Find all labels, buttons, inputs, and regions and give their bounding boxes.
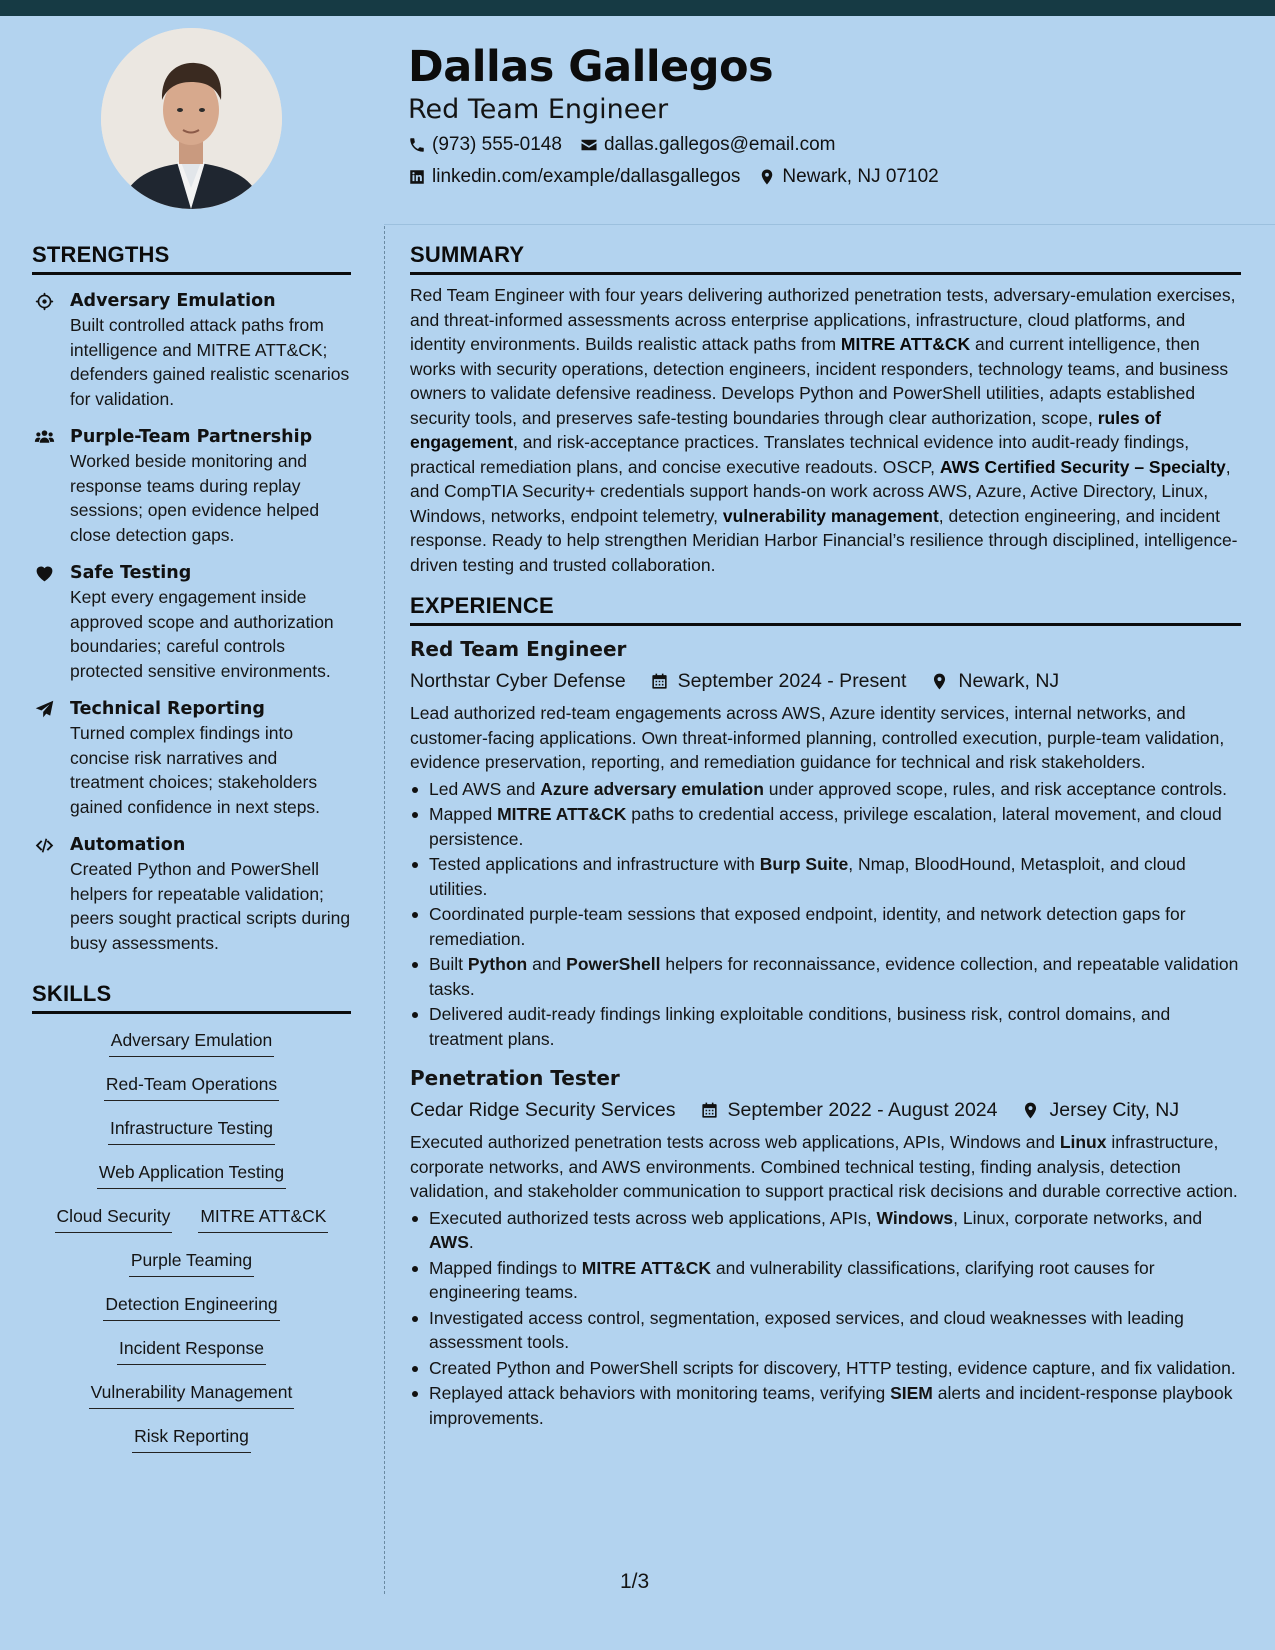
linkedin-text: linkedin.com/example/dallasgallegos xyxy=(432,166,741,187)
skill-tag: Purple Teaming xyxy=(129,1250,254,1277)
job-description xyxy=(410,701,1241,775)
strength-title: Automation xyxy=(70,835,186,855)
email-contact[interactable] xyxy=(580,134,836,156)
candidate-name: Dallas Gallegos xyxy=(408,42,774,92)
email-text: dallas.gallegos@email.com xyxy=(603,134,836,155)
strength-item xyxy=(32,561,351,683)
header-divider xyxy=(384,224,1275,225)
job-location: Jersey City, NJ xyxy=(1049,1099,1180,1121)
phone-icon xyxy=(408,136,426,154)
strength-title: Purple-Team Partnership xyxy=(70,427,313,447)
heart-icon xyxy=(34,563,55,584)
skills-heading: SKILLS xyxy=(32,981,351,1014)
top-accent-bar xyxy=(0,0,1275,16)
job-bullets xyxy=(410,777,1241,1052)
bullet-item xyxy=(410,952,1241,1001)
skills-section xyxy=(32,981,351,1453)
text-run: , Nmap, BloodHound, Metasploit, and cloud utilities. xyxy=(429,854,1186,899)
strength-desc: Created Python and PowerShell helpers for repeatable validation; peers sought practical scripts during busy assessments. xyxy=(70,859,351,953)
strength-desc: Built controlled attack paths from intelligence and MITRE ATT&CK; defenders gained realistic scenarios for validation. xyxy=(70,315,350,409)
text-run: paths to credential access, privilege escalation, lateral movement, and cloud persistence. xyxy=(429,804,1222,849)
text-run: Mapped xyxy=(429,804,498,824)
bold-text: rules of engagement xyxy=(410,407,1161,452)
text-run: Mapped findings to xyxy=(429,1257,582,1278)
left-column xyxy=(32,242,351,1453)
bold-text: Burp Suite xyxy=(759,854,849,874)
bold-text: AWS xyxy=(429,1232,469,1252)
skill-tag: Infrastructure Testing xyxy=(108,1118,275,1145)
skill-tag: Adversary Emulation xyxy=(109,1030,274,1057)
strengths-heading: STRENGTHS xyxy=(32,242,351,275)
summary-text xyxy=(410,283,1241,577)
bold-text: MITRE ATT&CK xyxy=(581,1257,712,1278)
job-meta xyxy=(410,667,1241,695)
linkedin-icon xyxy=(408,168,426,186)
portrait-image xyxy=(101,28,282,209)
job-description xyxy=(410,1130,1241,1204)
contact-row-1 xyxy=(408,134,836,156)
job-dates: September 2024 - Present xyxy=(677,670,907,692)
text-run: Executed authorized tests across web applications, APIs, xyxy=(429,1207,877,1228)
strength-title: Adversary Emulation xyxy=(70,291,276,311)
calendar-icon xyxy=(650,672,669,691)
bold-text: MITRE ATT&CK xyxy=(497,804,627,824)
text-run: Delivered audit-ready findings linking exploitable conditions, business risk, control domains, and treatment plans. xyxy=(429,1004,1171,1049)
skill-tag: Red-Team Operations xyxy=(104,1074,279,1101)
strength-item xyxy=(32,833,351,955)
candidate-title: Red Team Engineer xyxy=(408,94,669,125)
skill-tag: Incident Response xyxy=(117,1338,266,1365)
location-contact xyxy=(758,166,938,188)
text-run: , Linux, corporate networks, and xyxy=(953,1207,1203,1228)
skills-list xyxy=(32,1030,351,1453)
strength-item xyxy=(32,697,351,819)
crosshair-icon xyxy=(34,291,55,312)
skill-tag: Vulnerability Management xyxy=(89,1382,295,1409)
bold-text: Linux xyxy=(1059,1132,1107,1152)
text-run: . xyxy=(468,1232,474,1252)
text-run: helpers for reconnaissance, evidence collection, and repeatable validation tasks. xyxy=(429,954,1239,999)
skill-tag: Web Application Testing xyxy=(97,1162,286,1189)
skill-tag: Cloud Security xyxy=(55,1206,173,1233)
phone-text: (973) 555-0148 xyxy=(432,134,562,155)
profile-photo xyxy=(101,28,282,209)
text-run: Investigated access control, segmentation, exposed services, and cloud weaknesses with leading assessment tools. xyxy=(429,1307,1184,1352)
location-text: Newark, NJ 07102 xyxy=(782,166,939,187)
strength-item xyxy=(32,425,351,547)
company-name: Cedar Ridge Security Services xyxy=(410,1099,676,1121)
skill-tag: Risk Reporting xyxy=(132,1426,251,1453)
bullet-item xyxy=(410,1256,1241,1305)
text-run: , and CompTIA Security+ credentials support hands-on work across AWS, Azure, Active Directory, Linux, Windows, networks, endpoint telemetry, xyxy=(410,456,1231,526)
summary-heading: SUMMARY xyxy=(410,242,1241,275)
experience-heading: EXPERIENCE xyxy=(410,593,1241,626)
bullet-item xyxy=(410,1002,1241,1051)
skill-tag: Detection Engineering xyxy=(103,1294,279,1321)
page-number: 1/3 xyxy=(620,1570,650,1593)
job-entry xyxy=(410,1063,1241,1430)
contact-row-2 xyxy=(408,166,939,188)
phone-contact[interactable] xyxy=(408,134,562,156)
text-run: alerts and incident-response playbook improvements. xyxy=(429,1383,1233,1428)
text-run: Led AWS and xyxy=(429,778,541,799)
job-title: Penetration Tester xyxy=(410,1066,620,1090)
bullet-item xyxy=(410,802,1241,851)
bullet-item xyxy=(410,1356,1241,1381)
job-dates: September 2022 - August 2024 xyxy=(727,1099,998,1121)
text-run: Built xyxy=(429,954,468,974)
bold-text: AWS Certified Security – Specialty xyxy=(939,456,1226,477)
bold-text: Azure adversary emulation xyxy=(540,778,764,799)
linkedin-contact[interactable] xyxy=(408,166,740,188)
bullet-item xyxy=(410,777,1241,802)
right-column xyxy=(410,242,1241,1431)
strength-item xyxy=(32,289,351,411)
users-icon xyxy=(34,427,55,448)
column-divider xyxy=(384,226,385,1594)
bullet-item xyxy=(410,1306,1241,1355)
text-run: , detection engineering, and incident response. Ready to help strengthen Meridian Harbor Financial’s resilience through disciplined, intelligence-driven testing and trusted collaboration. xyxy=(410,505,1238,575)
experience-section xyxy=(410,593,1241,1430)
bullet-item xyxy=(410,1206,1241,1255)
text-run: Created Python and PowerShell scripts for discovery, HTTP testing, evidence capture, and fix validation. xyxy=(429,1357,1236,1378)
bold-text: Windows xyxy=(876,1207,954,1228)
bullet-item xyxy=(410,852,1241,901)
job-title: Red Team Engineer xyxy=(410,637,627,661)
code-icon xyxy=(34,835,55,856)
text-run: Executed authorized penetration tests across web applications, APIs, Windows and xyxy=(410,1132,1060,1152)
job-bullets xyxy=(410,1206,1241,1431)
text-run: under approved scope, rules, and risk acceptance controls. xyxy=(763,778,1227,799)
text-run: Replayed attack behaviors with monitoring teams, verifying xyxy=(429,1383,891,1403)
bold-text: vulnerability management xyxy=(722,505,939,526)
text-run: Red Team Engineer with four years delivering authorized penetration tests, adversary-emulation exercises, and threat-informed assessments across enterprise applications, infrastructure, cloud platforms, and identity environments. Builds realistic attack paths from xyxy=(410,285,1236,354)
text-run: infrastructure, corporate networks, and AWS environments. Combined technical testing, finding analysis, detection validation, and stakeholder communication to support practical risk decisions and durable corrective action. xyxy=(410,1132,1238,1201)
bold-text: PowerShell xyxy=(566,954,661,974)
text-run: Lead authorized red-team engagements across AWS, Azure identity services, internal networks, and customer-facing applications. Own threat-informed planning, controlled execution, purple-team validation, evidence preservation, reporting, and remediation guidance for technical and risk stakeholders. xyxy=(410,703,1225,772)
map-pin-icon xyxy=(1021,1101,1040,1120)
bullet-item xyxy=(410,902,1241,951)
job-entry xyxy=(410,634,1241,1051)
text-run: Coordinated purple-team sessions that exposed endpoint, identity, and network detection gaps for remediation. xyxy=(429,904,1186,949)
map-pin-icon xyxy=(758,168,776,186)
strength-title: Safe Testing xyxy=(70,563,192,583)
text-run: , and risk-acceptance practices. Translates technical evidence into audit-ready findings, practical remediation plans, and concise executive readouts. OSCP, xyxy=(410,432,1190,477)
envelope-icon xyxy=(580,136,598,154)
skill-tag: MITRE ATT&CK xyxy=(198,1206,328,1233)
strength-desc: Turned complex findings into concise risk narratives and treatment choices; stakeholders gained confidence in next steps. xyxy=(70,723,321,817)
bold-text: Python xyxy=(467,954,528,974)
text-run: and current intelligence, then works with security operations, detection engineers, incident responders, technology teams, and business owners to validate defensive readiness. Develops Python and PowerShell utilities, adapts established security tools, and preserves safe-testing boundaries through clear authorization, scope, xyxy=(410,334,1229,428)
calendar-icon xyxy=(700,1101,719,1120)
bullet-item xyxy=(410,1381,1241,1430)
strength-desc: Kept every engagement inside approved scope and authorization boundaries; careful controls protected sensitive environments. xyxy=(70,587,334,681)
text-run: Tested applications and infrastructure with xyxy=(429,854,760,874)
company-name: Northstar Cyber Defense xyxy=(410,670,626,692)
strength-desc: Worked beside monitoring and response teams during replay sessions; open evidence helped close detection gaps. xyxy=(70,451,320,545)
paper-plane-icon xyxy=(34,699,55,720)
map-pin-icon xyxy=(930,672,949,691)
job-meta xyxy=(410,1096,1241,1124)
strength-title: Technical Reporting xyxy=(70,699,265,719)
bold-text: MITRE ATT&CK xyxy=(840,334,971,354)
text-run: and vulnerability classifications, clarifying root causes for engineering teams. xyxy=(429,1257,1155,1302)
text-run: and xyxy=(527,954,567,974)
bold-text: SIEM xyxy=(890,1383,933,1403)
job-location: Newark, NJ xyxy=(958,670,1060,692)
